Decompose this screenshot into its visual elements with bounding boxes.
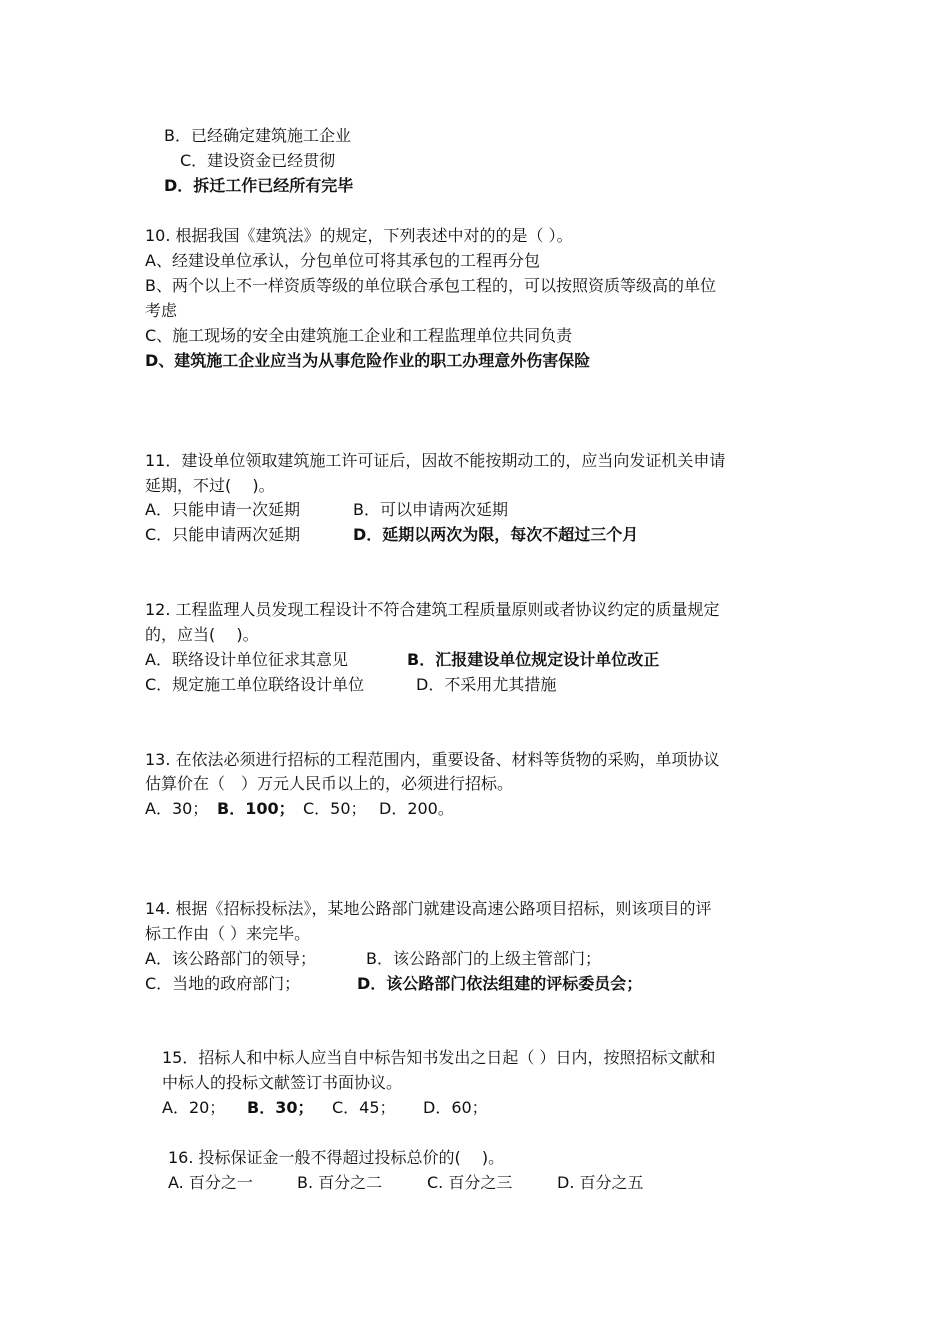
q13-stem-cont: 估算价在（ ）万元人民币以上的，必须进行招标。 bbox=[145, 774, 514, 793]
q15-option-a: A．20； bbox=[162, 1098, 226, 1117]
q10-option-b: B、两个以上不一样资质等级的单位联合承包工程的，可以按照资质等级高的单位 bbox=[145, 276, 716, 295]
q9-option-d: D．拆迁工作已经所有完毕 bbox=[164, 176, 354, 195]
q12-option-a: A．联络设计单位征求其意见 bbox=[145, 650, 348, 669]
q10-stem: 10. 根据我国《建筑法》的规定，下列表述中对的的是（ ）。 bbox=[145, 226, 573, 245]
q10-option-d: D、建筑施工企业应当为从事危险作业的职工办理意外伤害保险 bbox=[145, 351, 591, 370]
q15-stem-cont: 中标人的投标文献签订书面协议。 bbox=[162, 1073, 403, 1092]
q14-option-c: C．当地的政府部门； bbox=[145, 974, 301, 993]
q10-option-a: A、经建设单位承认，分包单位可将其承包的工程再分包 bbox=[145, 251, 540, 270]
q16-option-a: A. 百分之一 bbox=[168, 1173, 253, 1192]
q10-option-c: C、施工现场的安全由建筑施工企业和工程监理单位共同负责 bbox=[145, 326, 573, 345]
q11-option-b: B．可以申请两次延期 bbox=[353, 500, 508, 519]
q11-option-c: C．只能申请两次延期 bbox=[145, 525, 301, 544]
q16-option-d: D. 百分之五 bbox=[557, 1173, 644, 1192]
q10-option-b-cont: 考虑 bbox=[145, 301, 178, 320]
q15-stem: 15．招标人和中标人应当自中标告知书发出之日起（ ）日内，按照招标文献和 bbox=[162, 1048, 716, 1067]
q15-option-b: B．30； bbox=[247, 1098, 314, 1117]
q14-option-a: A．该公路部门的领导； bbox=[145, 949, 316, 968]
q12-option-b: B．汇报建设单位规定设计单位改正 bbox=[407, 650, 660, 669]
q14-option-d: D．该公路部门依法组建的评标委员会； bbox=[357, 974, 643, 993]
q13-option-a: A．30； bbox=[145, 799, 209, 818]
q16-stem: 16. 投标保证金一般不得超过投标总价的( )。 bbox=[168, 1148, 505, 1167]
q14-stem: 14. 根据《招标投标法》，某地公路部门就建设高速公路项目招标，则该项目的评 bbox=[145, 899, 712, 918]
q13-option-b: B．100； bbox=[217, 799, 295, 818]
q12-stem: 12. 工程监理人员发现工程设计不符合建筑工程质量原则或者协议约定的质量规定 bbox=[145, 600, 720, 619]
q11-stem: 11．建设单位领取建筑施工许可证后，因故不能按期动工的，应当向发证机关申请 bbox=[145, 451, 726, 470]
q13-option-d: D．200。 bbox=[379, 799, 454, 818]
q11-stem-cont: 延期，不过( )。 bbox=[145, 476, 275, 495]
q11-option-d: D．延期以两次为限，每次不超过三个月 bbox=[353, 525, 639, 544]
q9-option-b: B．已经确定建筑施工企业 bbox=[164, 126, 351, 145]
q13-option-c: C．50； bbox=[303, 799, 367, 818]
q16-option-b: B. 百分之二 bbox=[297, 1173, 383, 1192]
q11-option-a: A．只能申请一次延期 bbox=[145, 500, 300, 519]
q12-option-c: C．规定施工单位联络设计单位 bbox=[145, 675, 365, 694]
q14-option-b: B．该公路部门的上级主管部门； bbox=[366, 949, 601, 968]
q9-option-c: C．建设资金已经贯彻 bbox=[180, 151, 336, 170]
q16-option-c: C. 百分之三 bbox=[427, 1173, 513, 1192]
q13-stem: 13. 在依法必须进行招标的工程范围内，重要设备、材料等货物的采购，单项协议 bbox=[145, 750, 720, 769]
q12-option-d: D．不采用尤其措施 bbox=[416, 675, 557, 694]
q15-option-c: C．45； bbox=[332, 1098, 396, 1117]
q15-option-d: D．60； bbox=[423, 1098, 488, 1117]
q14-stem-cont: 标工作由（ ）来完毕。 bbox=[145, 924, 311, 943]
q12-stem-cont: 的，应当( )。 bbox=[145, 625, 259, 644]
